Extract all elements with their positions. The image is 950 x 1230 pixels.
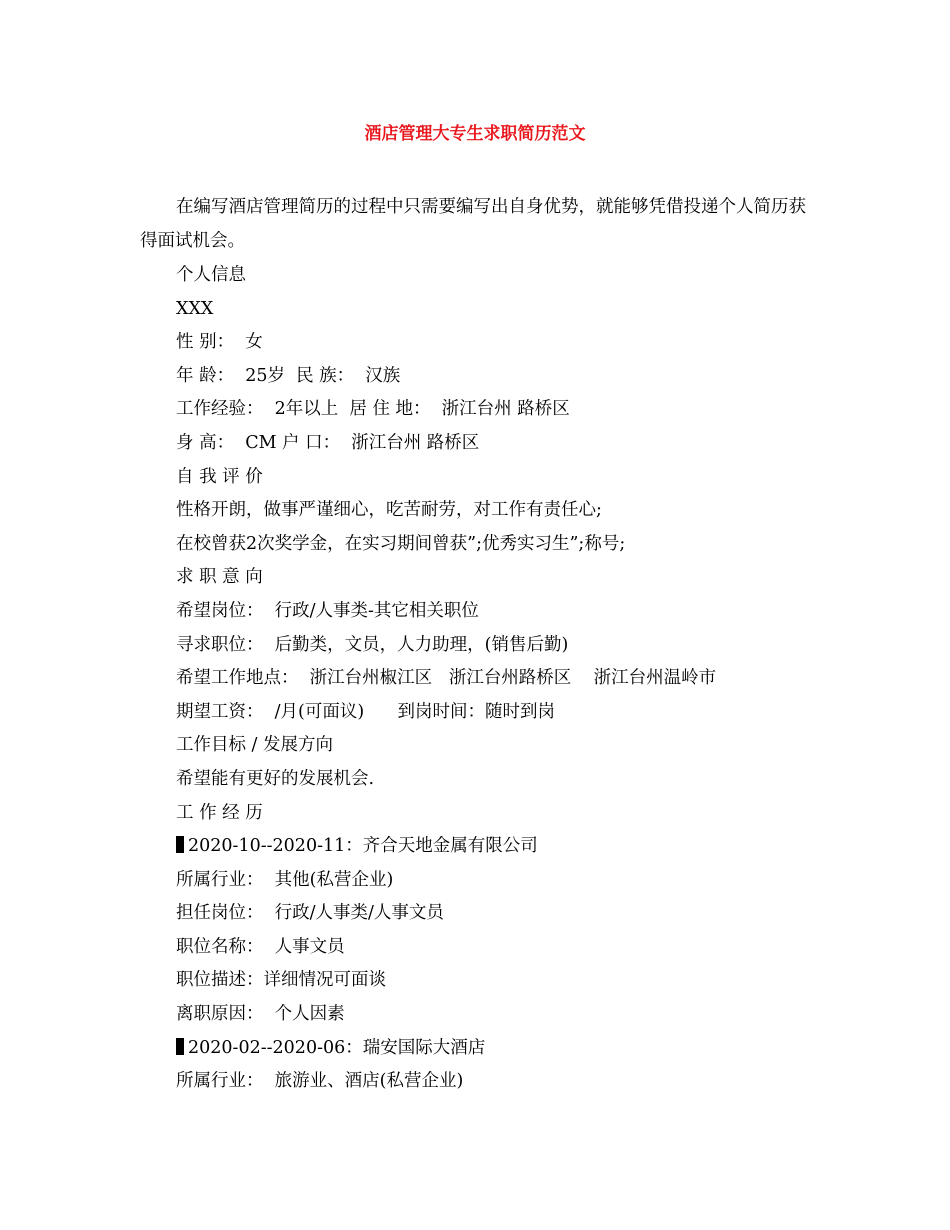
age-ethnicity-line: 年 龄： 25岁 民 族： 汉族 — [176, 365, 401, 386]
sought-position-line: 寻求职位： 后勤类，文员，人力助理，(销售后勤) — [176, 634, 569, 655]
gender-line: 性 别： 女 — [176, 332, 263, 353]
career-goal-line: 希望能有更好的发展机会. — [176, 768, 375, 789]
section-heading-job-intention: 求 职 意 向 — [176, 567, 263, 588]
height-hukou-line: 身 高： CM 户 口： 浙江台州 路桥区 — [176, 432, 480, 453]
intro-paragraph: 在编写酒店管理简历的过程中只需要编写出自身优势，就能够凭借投递个人简历获得面试机会。 — [140, 197, 806, 251]
expected-salary-line: 期望工资： /月(可面议) 到岗时间：随时到岗 — [176, 701, 556, 722]
job-2-industry-line: 所属行业： 旅游业、酒店(私营企业) — [176, 1071, 464, 1092]
self-evaluation-line-2: 在校曾获2次奖学金，在实习期间曾获”;优秀实习生”;称号; — [176, 533, 626, 554]
job-entry-1-header — [176, 830, 876, 864]
section-heading-self-evaluation: 自 我 评 价 — [176, 466, 263, 487]
experience-residence-line: 工作经验： 2年以上 居 住 地： 浙江台州 路桥区 — [176, 399, 570, 420]
bullet-marker — [176, 1038, 184, 1055]
job-1-leave-reason-line: 离职原因： 个人因素 — [176, 1004, 345, 1025]
document-title: 酒店管理大专生求职简历范文 — [364, 124, 586, 144]
section-heading-career-goal: 工作目标 / 发展方向 — [176, 735, 334, 756]
bullet-marker — [176, 836, 184, 853]
job-entry-2-header — [176, 1032, 876, 1066]
job-1-position-name-line: 职位名称： 人事文员 — [176, 936, 345, 957]
job-entry-2-title: 2020-02--2020-06：瑞安国际大酒店 — [188, 1037, 486, 1058]
section-heading-work-experience: 工 作 经 历 — [176, 802, 263, 823]
job-entry-1-title: 2020-10--2020-11：齐合天地金属有限公司 — [188, 836, 538, 857]
self-evaluation-line-1: 性格开朗，做事严谨细心，吃苦耐劳，对工作有责任心; — [176, 500, 602, 521]
candidate-name: XXX — [176, 298, 214, 319]
desired-location-line: 希望工作地点： 浙江台州椒江区 浙江台州路桥区 浙江台州温岭市 — [176, 668, 717, 689]
job-1-industry-line: 所属行业： 其他(私营企业) — [176, 869, 394, 890]
job-1-description-line: 职位描述：详细情况可面谈 — [176, 970, 386, 991]
resume-body — [176, 259, 876, 1099]
desired-position-line: 希望岗位： 行政/人事类-其它相关职位 — [176, 600, 479, 621]
job-1-role-line: 担任岗位： 行政/人事类/人事文员 — [176, 903, 444, 924]
section-heading-personal-info: 个人信息 — [176, 265, 246, 285]
